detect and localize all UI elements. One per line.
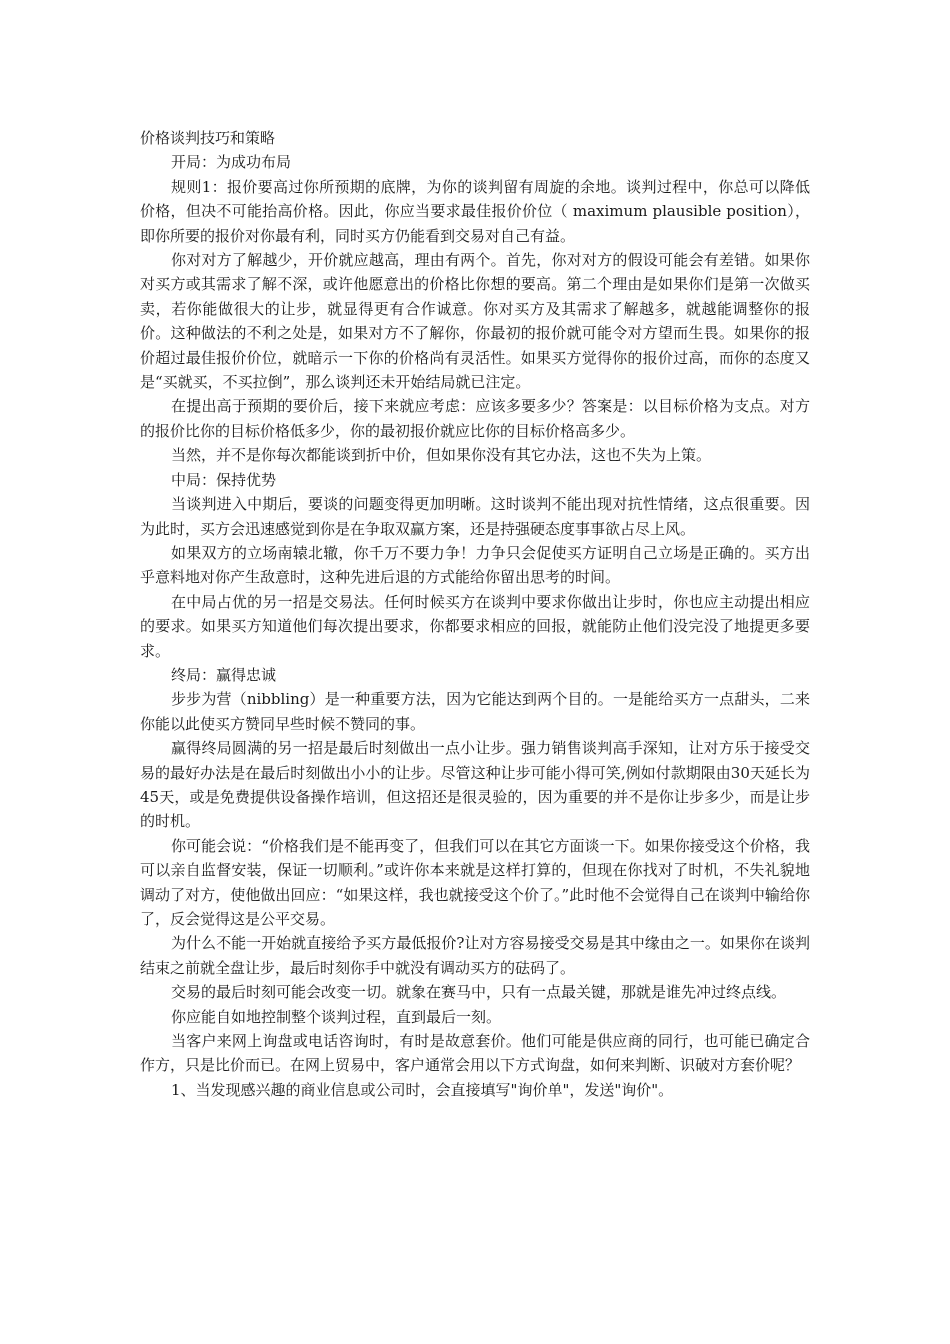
paragraph: 在中局占优的另一招是交易法。任何时候买方在谈判中要求你做出让步时，你也应主动提出相应的要求。如果买方知道他们每次提出要求，你都要求相应的回报，就能防止他们没完没了地提更多要求。 bbox=[140, 592, 810, 660]
paragraph: 当客户来网上询盘或电话咨询时，有时是故意套价。他们可能是供应商的同行，也可能已确定合作方，只是比价而已。在网上贸易中，客户通常会用以下方式询盘，如何来判断、识破对方套价呢？ bbox=[140, 1032, 810, 1075]
document-body bbox=[140, 150, 810, 1102]
section-heading: 终局：赢得忠诚 bbox=[171, 665, 277, 684]
paragraph: 如果双方的立场南辕北辙，你千万不要力争！力争只会促使买方证明自己立场是正确的。买方出乎意料地对你产生敌意时，这种先进后退的方式能给你留出思考的时间。 bbox=[140, 543, 810, 587]
paragraph: 赢得终局圆满的另一招是最后时刻做出一点小让步。强力销售谈判高手深知，让对方乐于接受交易的最好办法是在最后时刻做出小小的让步。尽管这种让步可能小得可笑,例如付款期限由30天延长为45天，或是免费提供设备操作培训，但这招还是很灵验的，因为重要的并不是你让步多少，而是让步的时机。 bbox=[140, 739, 810, 831]
paragraph: 1、当发现感兴趣的商业信息或公司时，会直接填写"询价单"，发送"询价"。 bbox=[171, 1080, 674, 1099]
document-page bbox=[140, 126, 810, 1102]
paragraph: 交易的最后时刻可能会改变一切。就象在赛马中，只有一点最关键，那就是谁先冲过终点线。 bbox=[171, 983, 787, 1002]
paragraph: 你对对方了解越少，开价就应越高，理由有两个。首先，你对对方的假设可能会有差错。如果你对买方或其需求了解不深，或许他愿意出的价格比你想的要高。第二个理由是如果你们是第一次做买卖，若你能做很大的让步，就显得更有合作诚意。你对买方及其需求了解越多，就越能调整你的报价。这种做法的不利之处是，如果对方不了解你，你最初的报价就可能令对方望而生畏。如果你的报价超过最佳报价价位，就暗示一下你的价格尚有灵活性。如果买方觉得你的报价过高，而你的态度又是“买就买，不买拉倒”，那么谈判还未开始结局就已注定。 bbox=[140, 251, 810, 392]
section-heading: 开局：为成功布局 bbox=[171, 153, 292, 172]
paragraph: 当谈判进入中期后，要谈的问题变得更加明晰。这时谈判不能出现对抗性情绪，这点很重要。因为此时，买方会迅速感觉到你是在争取双赢方案，还是持强硬态度事事欲占尽上风。 bbox=[140, 495, 810, 538]
document-title: 价格谈判技巧和策略 bbox=[140, 129, 276, 147]
paragraph: 为什么不能一开始就直接给予买方最低报价?让对方容易接受交易是其中缘由之一。如果你在谈判结束之前就全盘让步，最后时刻你手中就没有调动买方的砝码了。 bbox=[140, 934, 810, 977]
paragraph: 你可能会说：“价格我们是不能再变了，但我们可以在其它方面谈一下。如果你接受这个价格，我可以亲自监督安装，保证一切顺利。”或许你本来就是这样打算的，但现在你找对了时机，不失礼貌地调动了对方，使他做出回应：“如果这样，我也就接受这个价了。”此时他不会觉得自己在谈判中输给你了，反会觉得这是公平交易。 bbox=[140, 836, 810, 928]
paragraph: 步步为营（nibbling）是一种重要方法，因为它能达到两个目的。一是能给买方一点甜头，二来你能以此使买方赞同早些时候不赞同的事。 bbox=[140, 690, 810, 733]
paragraph: 当然，并不是你每次都能谈到折中价，但如果你没有其它办法，这也不失为上策。 bbox=[171, 446, 712, 465]
paragraph: 在提出高于预期的要价后，接下来就应考虑：应该多要多少？答案是：以目标价格为支点。对方的报价比你的目标价格低多少，你的最初报价就应比你的目标价格高多少。 bbox=[140, 397, 810, 440]
paragraph: 你应能自如地控制整个谈判过程，直到最后一刻。 bbox=[171, 1007, 502, 1026]
section-heading: 中局：保持优势 bbox=[171, 470, 277, 489]
paragraph: 规则1：报价要高过你所预期的底牌，为你的谈判留有周旋的余地。谈判过程中，你总可以降低价格，但决不可能抬高价格。因此，你应当要求最佳报价价位（ maximum plausible position），即你所要的报价对你最有利，同时买方仍能看到交易对自己有益。 bbox=[140, 177, 810, 245]
